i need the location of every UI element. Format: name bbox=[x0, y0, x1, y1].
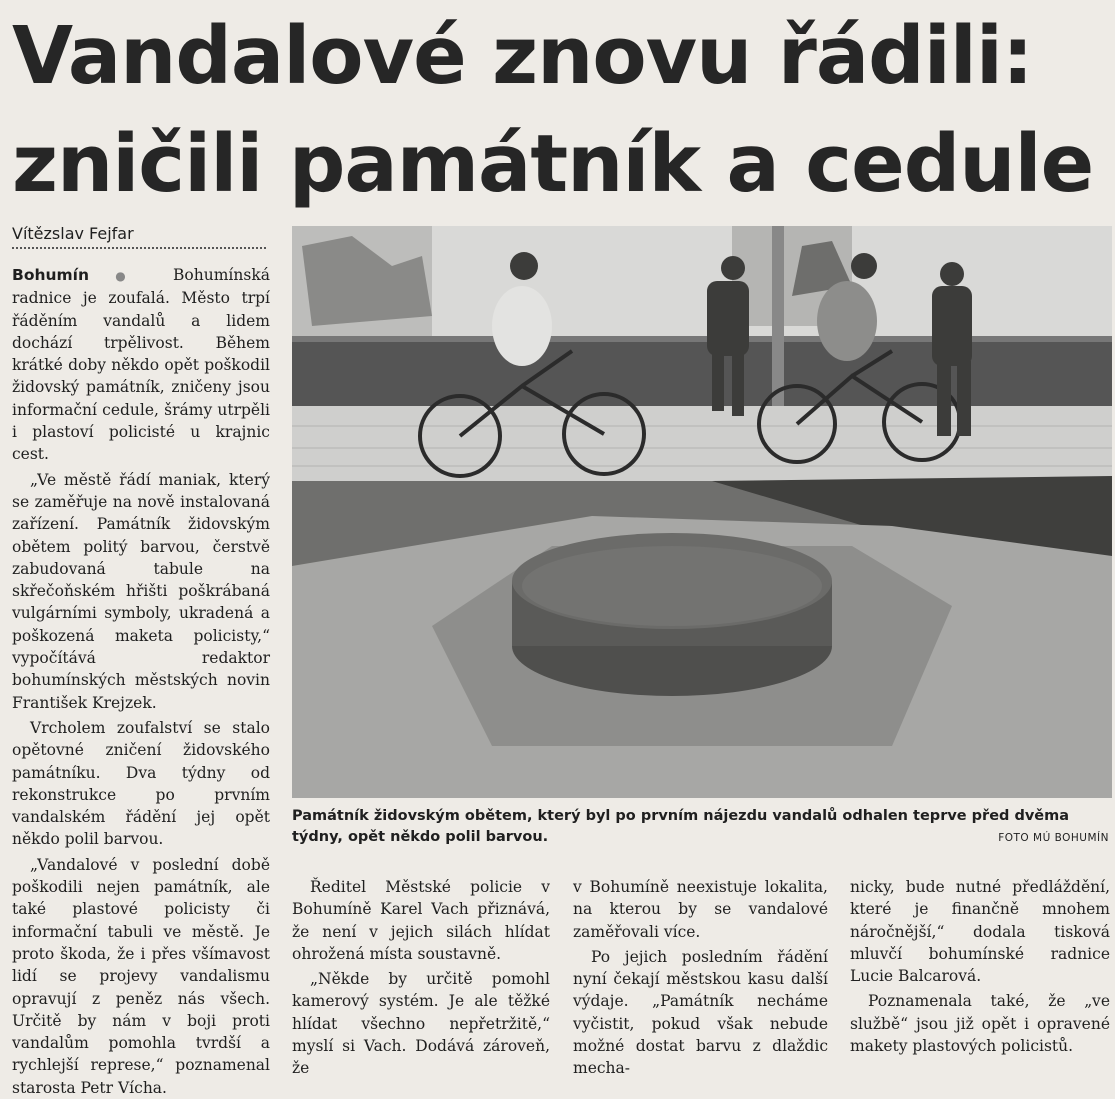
article-column-3 bbox=[573, 876, 828, 1078]
byline: Vítězslav Fejfar bbox=[12, 224, 266, 249]
article-photo bbox=[292, 226, 1112, 798]
paragraph: Ředitel Městské policie v Bohumíně Karel Vach přiznává, že není v jejich silách hlídat ohrožená místa soustavně. bbox=[292, 878, 550, 963]
paragraph: Vrcholem zoufalství se stalo opětovné zničení židovského památníku. Dva týdny od rekonstrukce po prvním vandalském řádění jej opět někdo polil barvou. bbox=[12, 718, 270, 849]
paragraph: „Vandalové v poslední době poškodili nejen památník, ale také plastové policisty či informační tabuli ve městě. Je proto škoda, že i přes všímavost lidí se projevy vandalismu opravují z peněz nás všech. Určitě by nám v boji proti vandalům pomohla tvrdší a rychlejší represe,“ poznamenal starosta Petr Vícha. bbox=[12, 855, 270, 1097]
article-column-4 bbox=[850, 876, 1110, 1058]
paragraph: Po jejich posledním řádění nyní čekají městskou kasu další výdaje. „Památník necháme vyčistit, pokud však nebude možné dostat barvu z dlaždic mecha- bbox=[573, 947, 828, 1078]
article-column-1 bbox=[12, 264, 270, 1097]
photo-credit: FOTO MÚ BOHUMÍN bbox=[998, 832, 1109, 844]
paragraph: v Bohumíně neexistuje lokalita, na kterou by se vandalové zaměřovali více. bbox=[573, 878, 828, 941]
lead-paragraph bbox=[12, 264, 270, 466]
paragraph: „Ve městě řádí maniak, který se zaměřuje na nově instalovaná zařízení. Památník židovským obětem politý barvou, čerstvě zabudovaná tabule na skřečoňském hřišti poškrábaná vulgárními symboly, ukradená a poškozená maketa policisty,“ vypočítává redaktor bohumínských městských novin František Krejzek. bbox=[12, 470, 270, 712]
memorial-photo bbox=[292, 226, 1112, 798]
paragraph: nicky, bude nutné předláždění, které je finančně mnohem náročnější,“ dodala tisková mluvčí bohumínské radnice Lucie Balcarová. bbox=[850, 878, 1110, 986]
article-column-2 bbox=[292, 876, 550, 1078]
paragraph-text: Bohumínská radnice je zoufalá. Město trpí řáděním vandalů a lidem dochází trpělivost. Během krátké doby někdo opět poškodil židovský památník, zničeny jsou informační cedule, šrámy utrpěli i plastoví policisté u krajnic cest. bbox=[12, 266, 270, 464]
photo-caption: Památník židovským obětem, který byl po prvním nájezdu vandalů odhalen teprve před dvěma týdny, opět někdo polil barvou. bbox=[292, 808, 1070, 845]
paragraph: Poznamenala také, že „ve službě“ jsou již opět i opravené makety plastových policistů. bbox=[850, 992, 1110, 1056]
paragraph: „Někde by určitě pomohl kamerový systém. Je ale těžké hlídat všechno nepřetržitě,“ myslí si Vach. Dodává zároveň, že bbox=[292, 970, 550, 1078]
dateline: Bohumín bbox=[12, 266, 90, 284]
bullet-icon: ● bbox=[115, 269, 147, 283]
headline: Vandalové znovu řádili: zničili památník a cedule bbox=[12, 10, 1094, 210]
